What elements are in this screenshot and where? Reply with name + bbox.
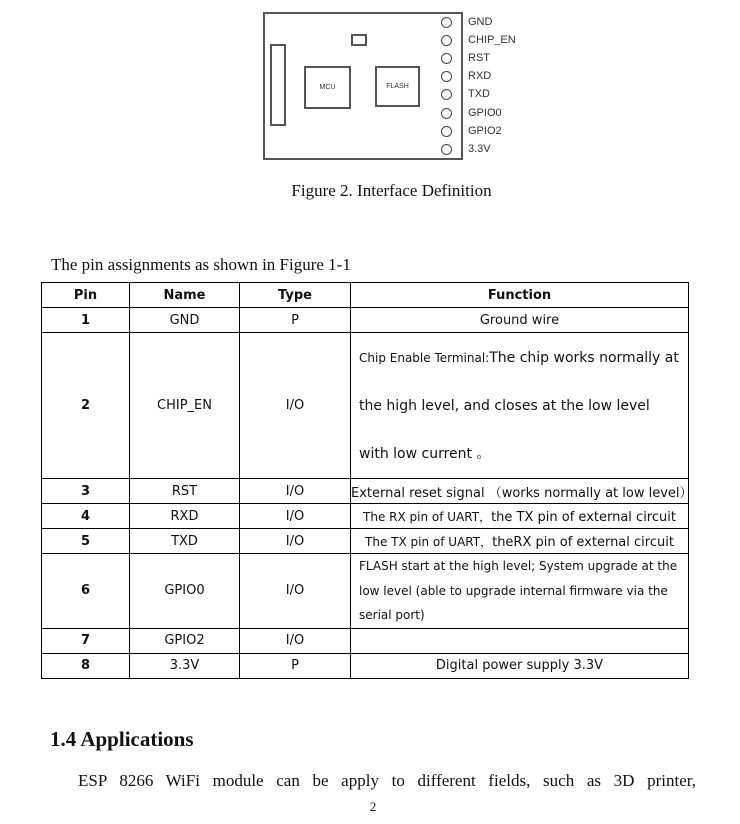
function-text: the TX pin of external circuit	[491, 509, 676, 525]
function-prefix: Chip Enable Terminal:	[359, 350, 490, 365]
cell-pin: 6	[42, 554, 130, 629]
pin-label: GPIO2	[468, 124, 502, 137]
table-row	[42, 479, 689, 504]
cell-function	[351, 628, 689, 653]
pin-row	[441, 104, 516, 122]
header-function: Function	[351, 283, 689, 308]
cell-function: Ground wire	[351, 308, 689, 333]
cell-type: P	[240, 653, 351, 678]
pin-label: RST	[468, 51, 490, 64]
cell-type: I/O	[240, 504, 351, 529]
cell-pin: 3	[42, 479, 130, 504]
table-row	[42, 333, 689, 479]
pin-header	[441, 13, 516, 159]
function-prefix: The RX pin of UART，	[363, 509, 492, 524]
cell-name: RST	[130, 479, 240, 504]
pin-row	[441, 68, 516, 86]
cell-name: GND	[130, 308, 240, 333]
table-row	[42, 504, 689, 529]
cell-pin: 7	[42, 628, 130, 653]
cell-function	[351, 529, 689, 554]
table-row	[42, 628, 689, 653]
figure-caption: Figure 2. Interface Definition	[291, 181, 492, 200]
pin-circle-icon	[441, 35, 452, 46]
section-heading: 1.4 Applications	[50, 727, 194, 751]
pin-assignment-table	[41, 282, 693, 679]
cell-type: I/O	[240, 333, 351, 479]
cell-name: GPIO2	[130, 628, 240, 653]
flash-label: FLASH	[386, 83, 409, 90]
cell-pin: 5	[42, 529, 130, 554]
pin-row	[441, 31, 516, 49]
cell-function: FLASH start at the high level; System upgrade at the low level (able to upgrade internal firmware via the serial port)	[351, 554, 689, 629]
cell-type: I/O	[240, 529, 351, 554]
header-type: Type	[240, 283, 351, 308]
table-header-row	[42, 283, 689, 308]
cell-name: CHIP_EN	[130, 333, 240, 479]
cell-function	[351, 504, 689, 529]
mcu-label: MCU	[319, 84, 336, 91]
small-component	[351, 34, 367, 46]
cell-type: I/O	[240, 554, 351, 629]
function-text: The chip works normally at the high level, and closes at the low level with low current 。	[359, 349, 679, 462]
function-prefix: The TX pin of UART，	[365, 534, 493, 549]
pin-label: GND	[468, 15, 493, 28]
function-text: theRX pin of external circuit	[492, 534, 674, 550]
table-row	[42, 308, 689, 333]
page-number: 2	[369, 799, 377, 814]
cell-pin: 4	[42, 504, 130, 529]
pin-row	[441, 140, 516, 158]
cell-pin: 1	[42, 308, 130, 333]
pin-circle-icon	[441, 71, 452, 82]
pin-row	[441, 122, 516, 140]
cell-pin: 2	[42, 333, 130, 479]
cell-function: Digital power supply 3.3V	[351, 653, 689, 678]
antenna-block	[270, 44, 286, 126]
cell-name: GPIO0	[130, 554, 240, 629]
header-pin: Pin	[42, 283, 130, 308]
pin-label: GPIO0	[468, 106, 502, 119]
cell-name: RXD	[130, 504, 240, 529]
cell-type: P	[240, 308, 351, 333]
table-row	[42, 529, 689, 554]
cell-type: I/O	[240, 479, 351, 504]
pin-row	[441, 49, 516, 67]
cell-name: TXD	[130, 529, 240, 554]
cell-function	[351, 333, 689, 479]
cell-function: External reset signal （works normally at low level）	[351, 479, 689, 504]
pin-label: CHIP_EN	[468, 33, 516, 46]
pin-label: 3.3V	[468, 142, 491, 155]
cell-pin: 8	[42, 653, 130, 678]
pin-circle-icon	[441, 126, 452, 137]
table-row	[42, 653, 689, 678]
flash-chip	[375, 66, 420, 107]
section-paragraph: ESP 8266 WiFi module can be apply to different fields, such as 3D printer,	[78, 771, 696, 790]
interface-figure	[0, 0, 740, 170]
pin-label: TXD	[468, 88, 490, 101]
cell-type: I/O	[240, 628, 351, 653]
table-row	[42, 554, 689, 629]
pin-circle-icon	[441, 17, 452, 28]
intro-text: The pin assignments as shown in Figure 1-1	[51, 255, 351, 274]
pin-row	[441, 86, 516, 104]
pin-circle-icon	[441, 144, 452, 155]
pin-circle-icon	[441, 108, 452, 119]
cell-name: 3.3V	[130, 653, 240, 678]
pin-row	[441, 13, 516, 31]
pin-label: RXD	[468, 70, 492, 83]
mcu-chip	[304, 66, 351, 109]
pin-circle-icon	[441, 89, 452, 100]
header-name: Name	[130, 283, 240, 308]
pin-circle-icon	[441, 53, 452, 64]
